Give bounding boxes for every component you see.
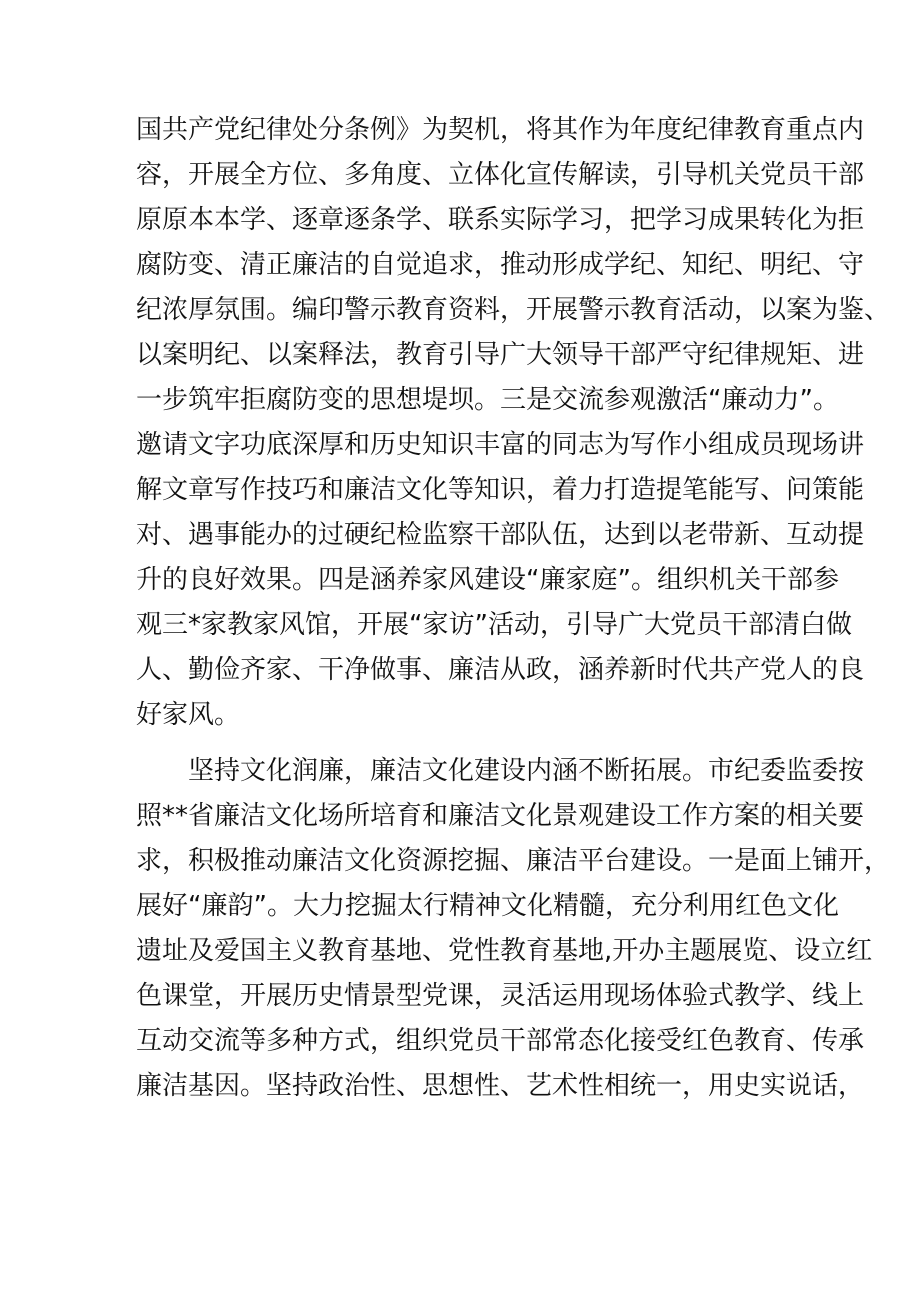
text-line: 展好“廉韵”。大力挖掘太行精神文化精髓，充分利用红色文化 [136,891,839,921]
text-line: 遗址及爱国主义教育基地、党性教育基地,开办主题展览、设立红 [136,936,873,966]
text-line: 观三*家教家风馆，开展“家访”活动，引导广大党员干部清白做 [136,610,852,640]
paragraph-1 [136,108,891,738]
text-line: 腐防变、清正廉洁的自觉追求，推动形成学纪、知纪、明纪、守 [136,250,865,280]
document-body [136,108,891,1109]
text-line: 照**省廉洁文化场所培育和廉洁文化景观建设工作方案的相关要 [136,801,865,831]
text-line: 原原本本学、逐章逐条学、联系实际学习，把学习成果转化为拒 [136,205,865,235]
text-line: 色课堂，开展历史情景型党课，灵活运用现场体验式教学、线上 [136,981,865,1011]
paragraph-2 [136,749,891,1109]
text-line: 对、遇事能办的过硬纪检监察干部队伍，达到以老带新、互动提 [136,520,865,550]
text-line: 求，积极推动廉洁文化资源挖掘、廉洁平台建设。一是面上铺开， [136,846,891,876]
text-line-first: 坚持文化润廉，廉洁文化建设内涵不断拓展。市纪委监委按 [188,756,865,786]
text-line: 好家风。 [136,700,241,730]
text-line: 国共产党纪律处分条例》为契机，将其作为年度纪律教育重点内 [136,115,865,145]
text-line: 容，开展全方位、多角度、立体化宣传解读，引导机关党员干部 [136,160,865,190]
text-line: 升的良好效果。四是涵养家风建设“廉家庭”。组织机关干部参 [136,565,839,595]
text-line: 邀请文字功底深厚和历史知识丰富的同志为写作小组成员现场讲 [136,430,865,460]
text-line: 互动交流等多种方式，组织党员干部常态化接受红色教育、传承 [136,1026,865,1056]
text-line: 纪浓厚氛围。编印警示教育资料，开展警示教育活动，以案为鉴、 [136,295,891,325]
text-line: 人、勤俭齐家、干净做事、廉洁从政，涵养新时代共产党人的良 [136,655,865,685]
text-line: 一步筑牢拒腐防变的思想堤坝。三是交流参观激活“廉动力”。 [136,385,839,415]
text-line: 以案明纪、以案释法，教育引导广大领导干部严守纪律规矩、进 [136,340,865,370]
text-line: 解文章写作技巧和廉洁文化等知识，着力打造提笔能写、问策能 [136,475,865,505]
text-line: 廉洁基因。坚持政治性、思想性、艺术性相统一，用史实说话， [136,1071,865,1101]
paragraph-spacer [136,738,796,749]
